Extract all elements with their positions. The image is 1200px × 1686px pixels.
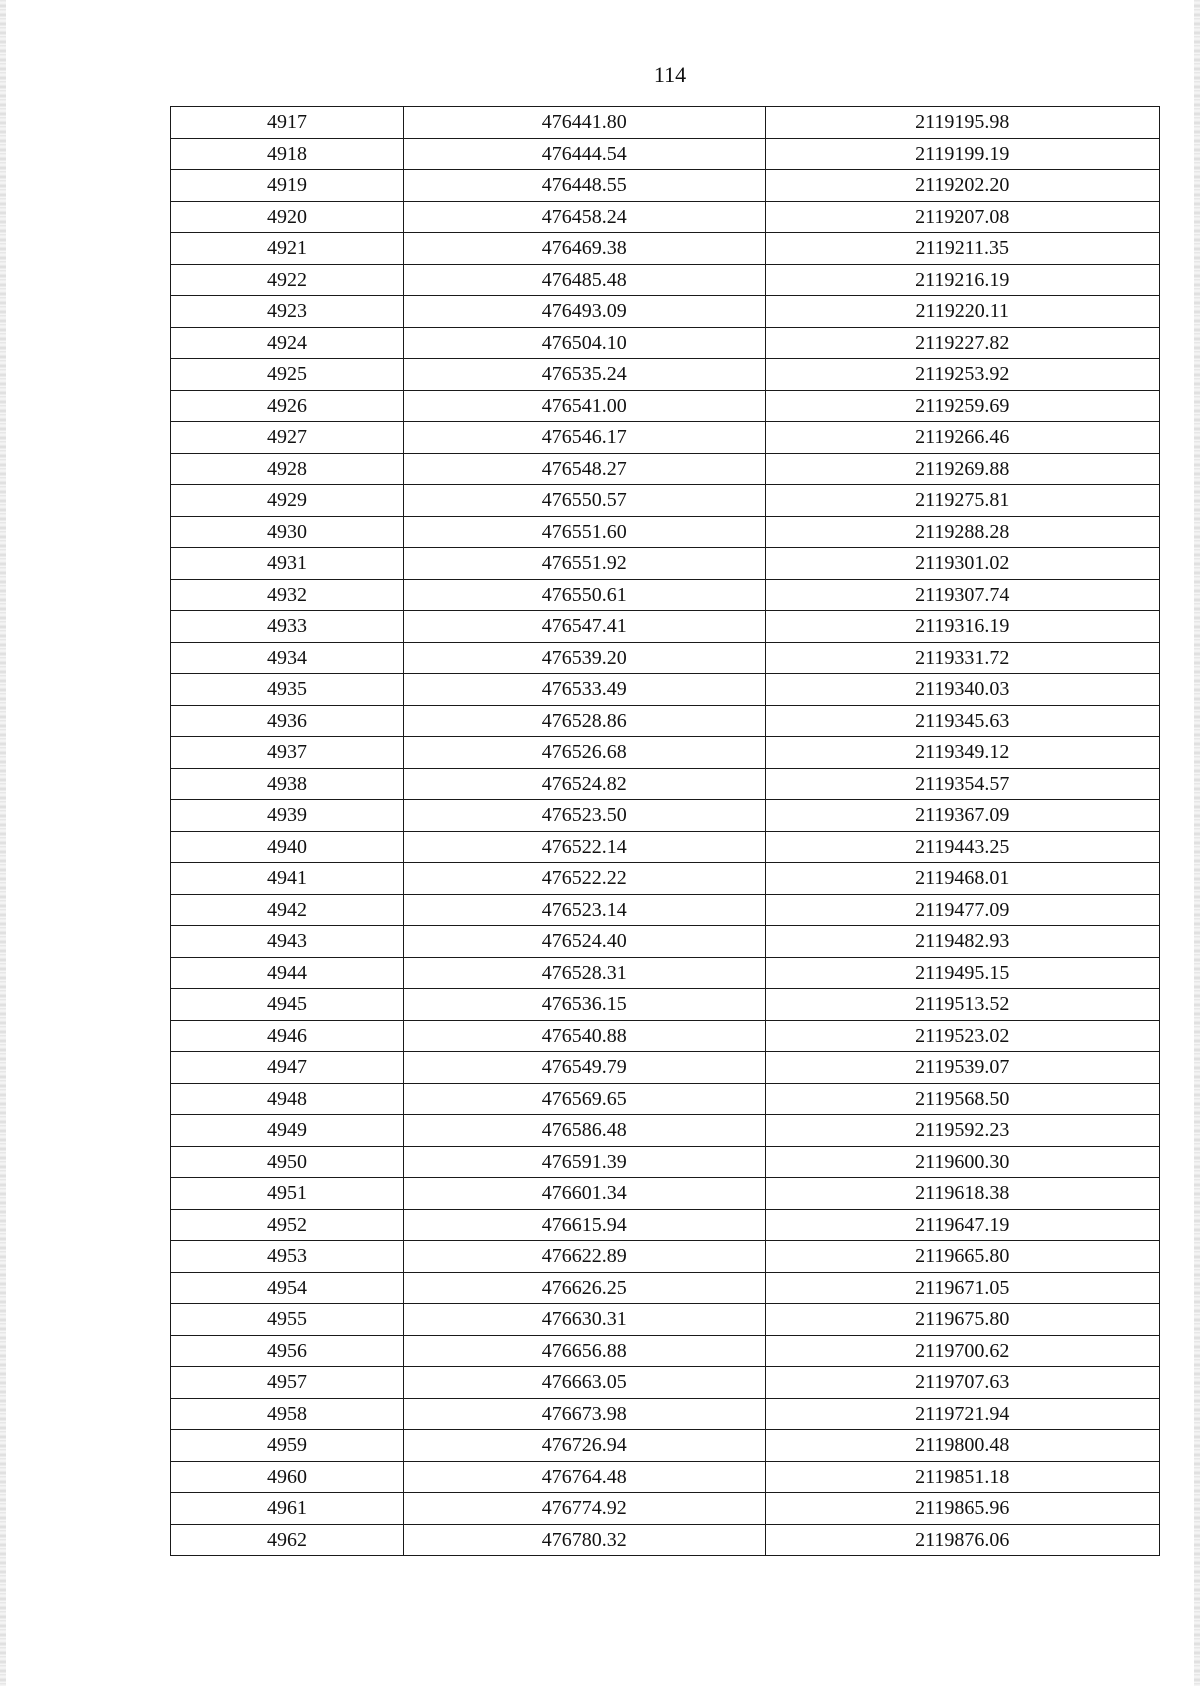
table-row	[171, 516, 1160, 548]
point-id-cell: 4959	[171, 1430, 404, 1462]
table-row	[171, 863, 1160, 895]
y-coordinate-cell: 2119288.28	[765, 516, 1159, 548]
x-coordinate-cell: 476539.20	[403, 642, 765, 674]
point-id-cell: 4931	[171, 548, 404, 580]
table-row	[171, 1052, 1160, 1084]
x-coordinate-cell: 476528.86	[403, 705, 765, 737]
table-row	[171, 642, 1160, 674]
y-coordinate-cell: 2119592.23	[765, 1115, 1159, 1147]
table-row	[171, 894, 1160, 926]
x-coordinate-cell: 476549.79	[403, 1052, 765, 1084]
table-row	[171, 1146, 1160, 1178]
y-coordinate-cell: 2119316.19	[765, 611, 1159, 643]
x-coordinate-cell: 476441.80	[403, 107, 765, 139]
point-id-cell: 4921	[171, 233, 404, 265]
x-coordinate-cell: 476536.15	[403, 989, 765, 1021]
point-id-cell: 4934	[171, 642, 404, 674]
page-number: 114	[653, 62, 687, 87]
table-row	[171, 800, 1160, 832]
point-id-cell: 4950	[171, 1146, 404, 1178]
y-coordinate-cell: 2119876.06	[765, 1524, 1159, 1556]
x-coordinate-cell: 476444.54	[403, 138, 765, 170]
point-id-cell: 4938	[171, 768, 404, 800]
table-row	[171, 926, 1160, 958]
y-coordinate-cell: 2119700.62	[765, 1335, 1159, 1367]
point-id-cell: 4923	[171, 296, 404, 328]
y-coordinate-cell: 2119482.93	[765, 926, 1159, 958]
y-coordinate-cell: 2119468.01	[765, 863, 1159, 895]
x-coordinate-cell: 476601.34	[403, 1178, 765, 1210]
point-id-cell: 4926	[171, 390, 404, 422]
y-coordinate-cell: 2119195.98	[765, 107, 1159, 139]
x-coordinate-cell: 476551.60	[403, 516, 765, 548]
point-id-cell: 4932	[171, 579, 404, 611]
point-id-cell: 4930	[171, 516, 404, 548]
x-coordinate-cell: 476526.68	[403, 737, 765, 769]
y-coordinate-cell: 2119307.74	[765, 579, 1159, 611]
x-coordinate-cell: 476541.00	[403, 390, 765, 422]
point-id-cell: 4962	[171, 1524, 404, 1556]
table-row	[171, 390, 1160, 422]
y-coordinate-cell: 2119539.07	[765, 1052, 1159, 1084]
table-row	[171, 422, 1160, 454]
x-coordinate-cell: 476469.38	[403, 233, 765, 265]
y-coordinate-cell: 2119367.09	[765, 800, 1159, 832]
x-coordinate-cell: 476656.88	[403, 1335, 765, 1367]
x-coordinate-cell: 476774.92	[403, 1493, 765, 1525]
y-coordinate-cell: 2119301.02	[765, 548, 1159, 580]
table-row	[171, 1430, 1160, 1462]
point-id-cell: 4960	[171, 1461, 404, 1493]
y-coordinate-cell: 2119675.80	[765, 1304, 1159, 1336]
x-coordinate-cell: 476485.48	[403, 264, 765, 296]
table-row	[171, 1178, 1160, 1210]
y-coordinate-cell: 2119513.52	[765, 989, 1159, 1021]
point-id-cell: 4945	[171, 989, 404, 1021]
table-row	[171, 737, 1160, 769]
table-row	[171, 674, 1160, 706]
y-coordinate-cell: 2119269.88	[765, 453, 1159, 485]
table-row	[171, 579, 1160, 611]
y-coordinate-cell: 2119865.96	[765, 1493, 1159, 1525]
x-coordinate-cell: 476547.41	[403, 611, 765, 643]
x-coordinate-cell: 476551.92	[403, 548, 765, 580]
point-id-cell: 4939	[171, 800, 404, 832]
point-id-cell: 4957	[171, 1367, 404, 1399]
table-row	[171, 1367, 1160, 1399]
table-row	[171, 957, 1160, 989]
x-coordinate-cell: 476550.57	[403, 485, 765, 517]
table-row	[171, 1083, 1160, 1115]
point-id-cell: 4946	[171, 1020, 404, 1052]
y-coordinate-cell: 2119349.12	[765, 737, 1159, 769]
y-coordinate-cell: 2119227.82	[765, 327, 1159, 359]
x-coordinate-cell: 476591.39	[403, 1146, 765, 1178]
point-id-cell: 4956	[171, 1335, 404, 1367]
y-coordinate-cell: 2119211.35	[765, 233, 1159, 265]
x-coordinate-cell: 476764.48	[403, 1461, 765, 1493]
point-id-cell: 4961	[171, 1493, 404, 1525]
y-coordinate-cell: 2119707.63	[765, 1367, 1159, 1399]
point-id-cell: 4927	[171, 422, 404, 454]
y-coordinate-cell: 2119618.38	[765, 1178, 1159, 1210]
x-coordinate-cell: 476622.89	[403, 1241, 765, 1273]
table-row	[171, 1398, 1160, 1430]
x-coordinate-cell: 476524.82	[403, 768, 765, 800]
y-coordinate-cell: 2119495.15	[765, 957, 1159, 989]
point-id-cell: 4958	[171, 1398, 404, 1430]
point-id-cell: 4944	[171, 957, 404, 989]
point-id-cell: 4917	[171, 107, 404, 139]
table-row	[171, 548, 1160, 580]
x-coordinate-cell: 476458.24	[403, 201, 765, 233]
x-coordinate-cell: 476523.14	[403, 894, 765, 926]
x-coordinate-cell: 476448.55	[403, 170, 765, 202]
table-row	[171, 453, 1160, 485]
y-coordinate-cell: 2119354.57	[765, 768, 1159, 800]
table-row	[171, 989, 1160, 1021]
x-coordinate-cell: 476493.09	[403, 296, 765, 328]
x-coordinate-cell: 476528.31	[403, 957, 765, 989]
table-row	[171, 705, 1160, 737]
x-coordinate-cell: 476535.24	[403, 359, 765, 391]
point-id-cell: 4952	[171, 1209, 404, 1241]
table-row	[171, 1461, 1160, 1493]
y-coordinate-cell: 2119199.19	[765, 138, 1159, 170]
table-row	[171, 327, 1160, 359]
scan-edge-right	[1194, 0, 1200, 1686]
y-coordinate-cell: 2119207.08	[765, 201, 1159, 233]
table-row	[171, 1209, 1160, 1241]
y-coordinate-cell: 2119253.92	[765, 359, 1159, 391]
point-id-cell: 4919	[171, 170, 404, 202]
y-coordinate-cell: 2119600.30	[765, 1146, 1159, 1178]
point-id-cell: 4933	[171, 611, 404, 643]
table-row	[171, 768, 1160, 800]
point-id-cell: 4954	[171, 1272, 404, 1304]
point-id-cell: 4948	[171, 1083, 404, 1115]
x-coordinate-cell: 476586.48	[403, 1115, 765, 1147]
y-coordinate-cell: 2119721.94	[765, 1398, 1159, 1430]
point-id-cell: 4937	[171, 737, 404, 769]
x-coordinate-cell: 476533.49	[403, 674, 765, 706]
x-coordinate-cell: 476615.94	[403, 1209, 765, 1241]
y-coordinate-cell: 2119523.02	[765, 1020, 1159, 1052]
x-coordinate-cell: 476780.32	[403, 1524, 765, 1556]
table-row	[171, 1241, 1160, 1273]
point-id-cell: 4924	[171, 327, 404, 359]
table-row	[171, 1493, 1160, 1525]
x-coordinate-cell: 476630.31	[403, 1304, 765, 1336]
table-row	[171, 1524, 1160, 1556]
y-coordinate-cell: 2119331.72	[765, 642, 1159, 674]
y-coordinate-cell: 2119275.81	[765, 485, 1159, 517]
point-id-cell: 4942	[171, 894, 404, 926]
table-row	[171, 1335, 1160, 1367]
y-coordinate-cell: 2119259.69	[765, 390, 1159, 422]
y-coordinate-cell: 2119671.05	[765, 1272, 1159, 1304]
y-coordinate-cell: 2119216.19	[765, 264, 1159, 296]
table-row	[171, 831, 1160, 863]
y-coordinate-cell: 2119851.18	[765, 1461, 1159, 1493]
table-row	[171, 107, 1160, 139]
y-coordinate-cell: 2119647.19	[765, 1209, 1159, 1241]
point-id-cell: 4951	[171, 1178, 404, 1210]
x-coordinate-cell: 476548.27	[403, 453, 765, 485]
point-id-cell: 4947	[171, 1052, 404, 1084]
scan-edge-left	[0, 0, 6, 1686]
point-id-cell: 4928	[171, 453, 404, 485]
table-row	[171, 1272, 1160, 1304]
y-coordinate-cell: 2119477.09	[765, 894, 1159, 926]
table-row	[171, 201, 1160, 233]
table-row	[171, 138, 1160, 170]
table-row	[171, 359, 1160, 391]
point-id-cell: 4949	[171, 1115, 404, 1147]
point-id-cell: 4955	[171, 1304, 404, 1336]
y-coordinate-cell: 2119202.20	[765, 170, 1159, 202]
y-coordinate-cell: 2119340.03	[765, 674, 1159, 706]
y-coordinate-cell: 2119800.48	[765, 1430, 1159, 1462]
table-row	[171, 296, 1160, 328]
table-row	[171, 264, 1160, 296]
table-row	[171, 485, 1160, 517]
point-id-cell: 4920	[171, 201, 404, 233]
table-row	[171, 611, 1160, 643]
x-coordinate-cell: 476504.10	[403, 327, 765, 359]
y-coordinate-cell: 2119220.11	[765, 296, 1159, 328]
point-id-cell: 4929	[171, 485, 404, 517]
x-coordinate-cell: 476569.65	[403, 1083, 765, 1115]
y-coordinate-cell: 2119443.25	[765, 831, 1159, 863]
table-row	[171, 1115, 1160, 1147]
point-id-cell: 4941	[171, 863, 404, 895]
y-coordinate-cell: 2119568.50	[765, 1083, 1159, 1115]
x-coordinate-cell: 476524.40	[403, 926, 765, 958]
y-coordinate-cell: 2119266.46	[765, 422, 1159, 454]
table-row	[171, 1304, 1160, 1336]
x-coordinate-cell: 476522.22	[403, 863, 765, 895]
x-coordinate-cell: 476523.50	[403, 800, 765, 832]
y-coordinate-cell: 2119345.63	[765, 705, 1159, 737]
point-id-cell: 4918	[171, 138, 404, 170]
point-id-cell: 4925	[171, 359, 404, 391]
table-row	[171, 170, 1160, 202]
x-coordinate-cell: 476626.25	[403, 1272, 765, 1304]
point-id-cell: 4940	[171, 831, 404, 863]
point-id-cell: 4943	[171, 926, 404, 958]
table-row	[171, 1020, 1160, 1052]
x-coordinate-cell: 476673.98	[403, 1398, 765, 1430]
point-id-cell: 4936	[171, 705, 404, 737]
x-coordinate-cell: 476540.88	[403, 1020, 765, 1052]
x-coordinate-cell: 476726.94	[403, 1430, 765, 1462]
coordinates-table	[170, 106, 1160, 1556]
point-id-cell: 4922	[171, 264, 404, 296]
y-coordinate-cell: 2119665.80	[765, 1241, 1159, 1273]
x-coordinate-cell: 476546.17	[403, 422, 765, 454]
x-coordinate-cell: 476522.14	[403, 831, 765, 863]
coordinates-table-body	[171, 107, 1160, 1556]
x-coordinate-cell: 476550.61	[403, 579, 765, 611]
x-coordinate-cell: 476663.05	[403, 1367, 765, 1399]
point-id-cell: 4935	[171, 674, 404, 706]
point-id-cell: 4953	[171, 1241, 404, 1273]
table-row	[171, 233, 1160, 265]
